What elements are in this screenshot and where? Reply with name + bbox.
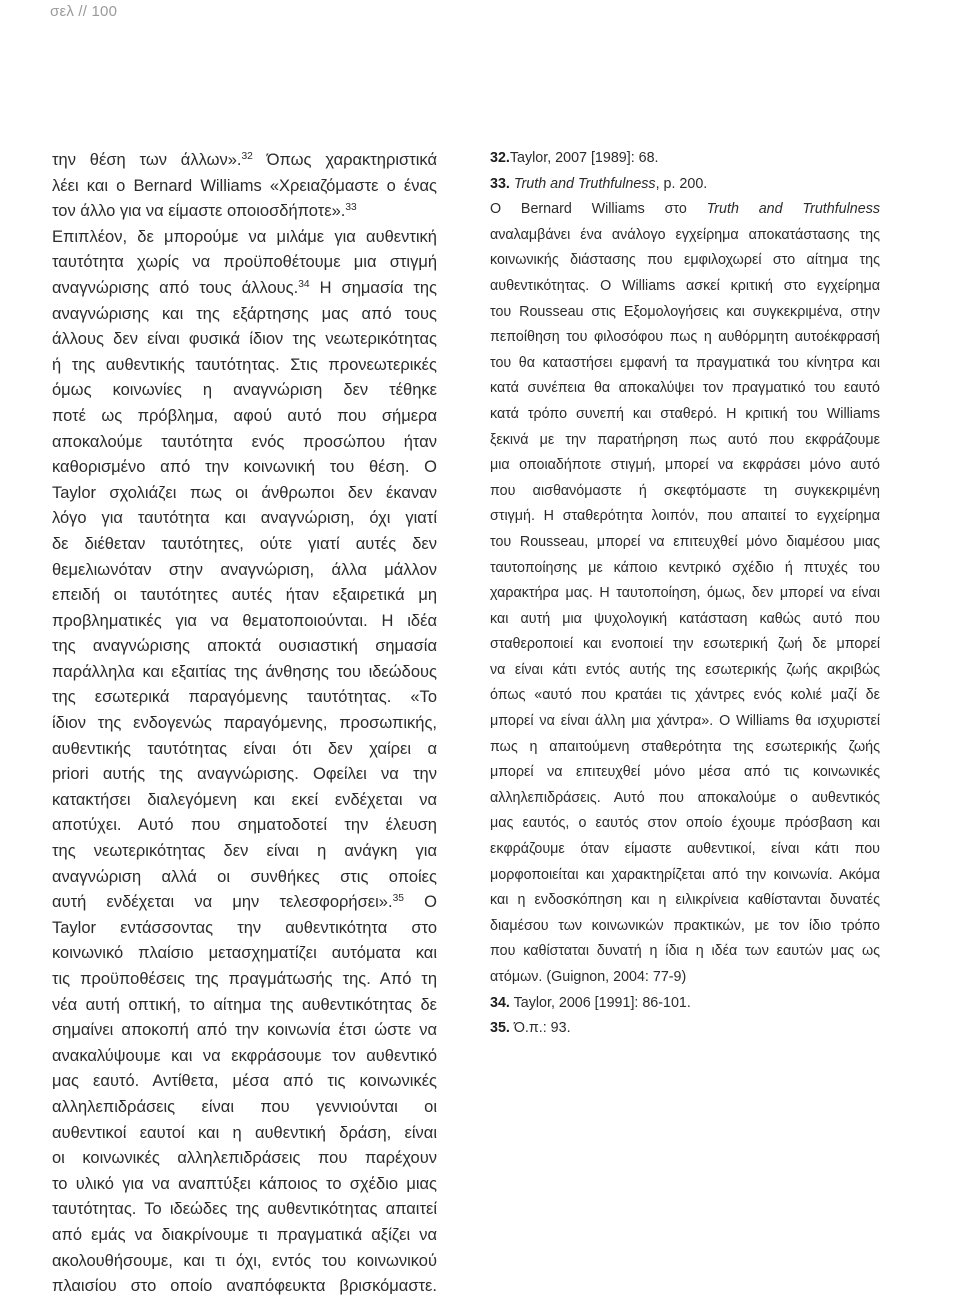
body-line: από εμάς να διακρίνουμε τι πραγματικά αξίζει να bbox=[52, 1225, 437, 1244]
body-line: λέει και ο Bernard Williams «Χρειαζόμαστε ο ένας bbox=[52, 176, 437, 195]
body-line: νέα αυτή οπτική, το αίτημα της αυθεντικότητας δε bbox=[52, 995, 437, 1014]
footnote-ref: 33 bbox=[345, 201, 357, 213]
body-line: σημαίνει αποκοπή από την κοινωνία έτσι ώστε να bbox=[52, 1021, 437, 1040]
footnote-line: να είναι κάτι εντός αυτής της εσωτερικής ζωής ακριβώς bbox=[490, 661, 880, 678]
body-line-text: Ο bbox=[424, 893, 437, 912]
body-line-text: Όπως χαρακτηριστικά bbox=[266, 151, 437, 169]
body-line: μας εαυτό. Αντίθετα, μέσα από τις κοινωνικές bbox=[52, 1072, 437, 1091]
footnote-ref: 34 bbox=[298, 278, 310, 290]
body-line: λόγο για ταυτότητα και αναγνώριση, όχι γιατί bbox=[52, 509, 437, 528]
body-line: αποκαλούμε ταυτότητα ενός προσώπου ήταν bbox=[52, 432, 437, 451]
footnote-line: κοινωνικής διάστασης που εμφιλοχωρεί στο αίτημα της bbox=[490, 252, 880, 269]
body-line: δε διέθεταν ταυτότητες, ούτε γιατί αυτές δεν bbox=[52, 534, 437, 553]
footnote-line: μια οποιαδήποτε στιγμή, μπορεί να εκφράσει μόνο αυτό bbox=[490, 457, 880, 474]
footnote-line: αναλαμβάνει ένα ανάλογο εγχείρημα αποκατάστασης της bbox=[490, 226, 880, 243]
footnote-line: κατά συνέπεια θα αποκαλύψει τον πραγματικό του εαυτό bbox=[490, 380, 880, 397]
footnote-line: ταυτοποίησης με κάποιο κεντρικό σχέδιο ή πτυχές του bbox=[490, 559, 880, 576]
footnote-ref: 35 bbox=[392, 892, 404, 904]
footnote-line: και αυτή μια ψυχολογική κατάσταση καθώς αυτό που bbox=[490, 610, 880, 627]
body-line: της εσωτερικά παραγόμενης ταυτότητας. «Το bbox=[52, 688, 437, 707]
footnote-line: μορφοποιείται και χαρακτηρίζεται από την κοινωνία. Ακόμα bbox=[490, 866, 880, 883]
footnote-line: χαρακτήρα μας. Η ταυτοποίηση, όμως, δεν μπορεί να είναι bbox=[490, 585, 880, 602]
body-line-text: την θέση των άλλων». bbox=[52, 151, 242, 169]
footnote-line: ατόμων. (Guignon, 2004: 77-9) bbox=[490, 969, 687, 985]
book-title: Truth and Truthfulness bbox=[706, 201, 880, 218]
footnote-line: ξεκινά με την παρατήρηση πως αυτό που εκφράζουμε bbox=[490, 431, 880, 448]
body-line: Επιπλέον, δε μπορούμε να μιλάμε για αυθεντική bbox=[52, 227, 437, 246]
footnote-text: Taylor, 2006 [1991]: 86-101. bbox=[513, 994, 691, 1011]
body-line-text: αυτή ενδέχεται να μην τελεσφορήσει». bbox=[52, 893, 393, 912]
footnotes-column bbox=[490, 146, 880, 1042]
body-line: αλληλεπιδράσεις είναι που γεννιούνται οι bbox=[52, 1097, 437, 1116]
body-line: οι κοινωνικές αλληλεπιδράσεις που παρέχουν bbox=[52, 1149, 437, 1168]
footnote-number: 33. bbox=[490, 175, 510, 192]
body-line: όμως κοινωνίες η αναγνώριση δεν τέθηκε bbox=[52, 381, 437, 400]
footnote-line: κατά τρόπο συνεπή και σταθερό. Η κριτική του Williams bbox=[490, 405, 880, 422]
body-line: θεμελιωνόταν στην αναγνώριση, άλλα μάλλον bbox=[52, 560, 437, 579]
footnote-number: 35. bbox=[490, 1020, 510, 1037]
footnote-line: μπορεί να είναι άλλη μια χάντρα». Ο Williams θα ισχυριστεί bbox=[490, 713, 880, 730]
footnote-line: και η ενδοσκόπηση και η ειλικρίνεια καθίστανται δυνατές bbox=[490, 892, 880, 909]
body-line: της νεωτερικότητας δεν είναι η ανάγκη για bbox=[52, 842, 437, 861]
footnote-line: μπορεί να επιτευχθεί μόνο μέσα από τις κοινωνικές bbox=[490, 764, 880, 781]
footnote-line: του Rousseau στις Εξομολογήσεις και συγκεκριμένα, στην bbox=[490, 303, 880, 320]
footnote-line: του Rousseau, μπορεί να επιτευχθεί μόνο διαμέσου μιας bbox=[490, 533, 880, 550]
body-line-text: αναγνώρισης από τους άλλους. bbox=[52, 278, 299, 297]
footnote-line: αλληλεπιδράσεις. Αυτό που αποκαλούμε ο αυθεντικός bbox=[490, 789, 880, 806]
body-line: ταυτότητας. Το ιδεώδες της αυθεντικότητας απαιτεί bbox=[52, 1200, 437, 1219]
body-line: καθορισμένο από την κοινωνική του θέση. Ο bbox=[52, 458, 437, 477]
footnote-line: σταθεροποιεί και ενοποιεί την εσωτερική ζωή δε μπορεί bbox=[490, 636, 880, 653]
body-line: επειδή οι ταυτότητες αυτές ήταν εξαιρετικά μη bbox=[52, 586, 437, 605]
body-line: Taylor σχολιάζει πως οι άνθρωποι δεν έκαναν bbox=[52, 483, 437, 502]
footnote-line: πεποίθηση του φιλοσόφου πως η αυθόρμητη αυτοέκφρασή bbox=[490, 329, 880, 346]
footnote-line bbox=[490, 1016, 880, 1042]
book-title: Truth and Truthfulness bbox=[513, 175, 656, 192]
body-line: ίδιον της ενδογενώς παραγόμενης, προσωπικής, bbox=[52, 714, 437, 733]
footnote-line: που καθίσταται δυνατή η ίδια η ιδέα των εαυτών μας ως bbox=[490, 943, 880, 960]
body-line: αυθεντικής ταυτότητας είναι ότι δεν χαίρει α bbox=[52, 739, 437, 758]
body-line: ή της αυθεντικής ταυτότητας. Στις προνεωτερικές bbox=[52, 355, 437, 374]
main-text-column bbox=[52, 148, 437, 1300]
body-line bbox=[52, 276, 437, 302]
footnote-line: του θα καταστήσει εμφανή τα πραγματικά του κίνητρα και bbox=[490, 354, 880, 371]
footnote-ref: 32 bbox=[241, 150, 253, 162]
footnote-line: μας εαυτός, ο εαυτός στον οποίο έχουμε πρόσβαση και bbox=[490, 815, 880, 832]
footnote-line bbox=[490, 172, 880, 198]
body-line: της αναγνώρισης αποκτά ουσιαστική σημασία bbox=[52, 637, 437, 656]
body-line: άλλους δεν είναι φυσικά ίδιον της νεωτερικότητας bbox=[52, 330, 437, 349]
body-line: παράλληλα και εξαιτίας της άνθησης του ιδεώδους bbox=[52, 662, 437, 681]
footnote-line: διαμέσου των κοινωνικών πρακτικών, με τον ίδιο τρόπο bbox=[490, 917, 880, 934]
body-line bbox=[52, 890, 437, 916]
body-line: αυθεντικοί εαυτοί και η αυθεντική δράση, είναι bbox=[52, 1123, 437, 1142]
body-line: τις προϋποθέσεις της πραγμάτωσής της. Από τη bbox=[52, 970, 437, 988]
footnote-text: Ό.π.: 93. bbox=[513, 1020, 571, 1037]
body-line: αναγνώρισης και της εξάρτησης μας από τους bbox=[52, 304, 437, 323]
body-line bbox=[52, 148, 437, 174]
body-line: το υλικό για να αναπτύξει κάποιος το σχέδιο μιας bbox=[52, 1174, 437, 1193]
footnote-text: Taylor, 2007 [1989]: 68. bbox=[509, 150, 659, 166]
body-line: αποτύχει. Αυτό που σηματοδοτεί την έλευση bbox=[52, 816, 437, 835]
body-line: κοινωνικό πλαίσιο μετασχηματίζει αυτόματα και bbox=[52, 944, 437, 963]
footnote-line: αυθεντικότητας. Ο Williams ασκεί κριτική στο εγχείρημα bbox=[490, 277, 880, 294]
body-line: priori αυτής της αναγνώρισης. Οφείλει να την bbox=[52, 765, 437, 784]
body-line: πλαισίου στο οποίο αναπόφευκτα βρισκόμαστε. bbox=[52, 1277, 437, 1296]
footnote-line: πως η απαιτούμενη σταθερότητα της εσωτερικής ζωής bbox=[490, 738, 880, 755]
body-line: ακολουθήσουμε, και τι όχι, εντός του κοινωνικού bbox=[52, 1251, 437, 1270]
footnote-line bbox=[490, 146, 880, 172]
footnote-line: εκφράζουμε όταν είμαστε αυθεντικοί, είναι κάτι που bbox=[490, 841, 880, 858]
footnote-line: που αισθανόμαστε ή σκεφτόμαστε τη συγκεκριμένη bbox=[490, 482, 880, 499]
body-line-text: τον άλλο για να είμαστε οποιοσδήποτε». bbox=[52, 202, 346, 221]
body-line: ποτέ ως πρόβλημα, αφού αυτό που σήμερα bbox=[52, 406, 437, 425]
footnote-line bbox=[490, 991, 880, 1017]
body-line: ανακαλύψουμε και να εκφράσουμε τον αυθεντικό bbox=[52, 1046, 437, 1065]
footnote-text: , p. 200. bbox=[655, 175, 708, 192]
footnote-line: όπως «αυτό που κρατάει τις χάντρες ενός κολιέ μαζί δε bbox=[490, 687, 880, 704]
body-line bbox=[52, 199, 437, 225]
body-line: κατακτήσει διαλεγόμενη και εκεί ενδέχεται να bbox=[52, 790, 437, 809]
body-line: προβληματικές για να θεματοποιούνται. Η ιδέα bbox=[52, 611, 437, 630]
footnote-number: 32. bbox=[490, 150, 510, 166]
footnote-line bbox=[490, 197, 880, 223]
footnote-number: 34. bbox=[490, 994, 510, 1011]
body-line-text: Η σημασία της bbox=[319, 278, 438, 297]
footnote-line: στιγμή. Η σταθερότητα λοιπόν, που απαιτεί το εγχείρημα bbox=[490, 508, 880, 525]
body-line: ταυτότητα χωρίς να προϋποθέτουμε μια στιγμή bbox=[52, 253, 437, 272]
footnote-text: Ο Bernard Williams στο bbox=[490, 201, 687, 218]
body-line: Taylor εντάσσοντας την αυθεντικότητα στο bbox=[52, 918, 437, 937]
body-line: αναγνώριση αλλά οι συνθήκες στις οποίες bbox=[52, 867, 437, 886]
page-number-label: σελ // 100 bbox=[50, 3, 118, 20]
